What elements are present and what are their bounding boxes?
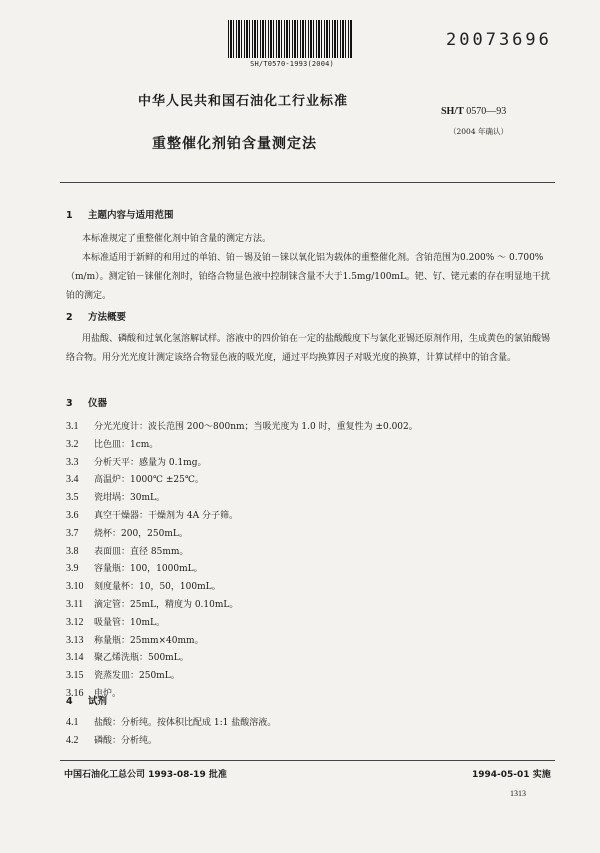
- section-number: 3: [66, 398, 73, 409]
- approval-date: 中国石油化工总公司 1993-08-19 批准: [64, 770, 227, 780]
- section-title: 仪器: [88, 398, 108, 409]
- list-item: [66, 633, 204, 646]
- item-text: 磷酸：分析纯。: [94, 736, 158, 746]
- item-number: 3.9: [66, 563, 79, 575]
- list-item: [66, 419, 418, 432]
- item-number: 3.8: [66, 545, 79, 557]
- barcode-text: SH/T0570-1993(2004): [250, 60, 334, 68]
- list-item: [66, 472, 204, 485]
- section-title: 方法概要: [88, 312, 127, 323]
- item-number: 3.1: [66, 421, 79, 432]
- item-number: 4.1: [66, 717, 79, 728]
- item-text: 聚乙烯洗瓶：500mL。: [94, 653, 189, 664]
- item-number: 3.16: [66, 688, 84, 699]
- section-number: 1: [66, 210, 73, 221]
- item-number: 3.14: [66, 652, 84, 664]
- item-number: 3.5: [66, 492, 79, 504]
- list-item: [66, 490, 165, 503]
- section-number: 4: [66, 696, 73, 707]
- list-item: [66, 715, 276, 728]
- section-4-heading: [66, 693, 107, 707]
- list-item: [66, 437, 158, 450]
- item-text: 滴定管：25mL，精度为 0.10mL。: [94, 600, 239, 610]
- list-item: [66, 615, 165, 628]
- section-2-heading: [66, 309, 126, 323]
- item-number: 3.2: [66, 438, 79, 450]
- list-item: [66, 579, 221, 592]
- item-number: 3.11: [66, 599, 84, 610]
- item-text: 烧杯：200，250mL。: [94, 528, 188, 539]
- list-item: [66, 597, 238, 610]
- item-number: 3.13: [66, 634, 84, 646]
- list-item: [66, 733, 157, 746]
- section-1-heading: [66, 207, 174, 221]
- item-text: 高温炉：1000℃ ±25℃。: [94, 475, 204, 486]
- list-item: [66, 650, 189, 663]
- item-number: 3.12: [66, 616, 84, 628]
- list-item: [66, 668, 180, 681]
- item-number: 3.3: [66, 456, 79, 468]
- barcode: [228, 20, 352, 58]
- item-text: 刻度量杯：10，50，100mL。: [94, 582, 221, 593]
- item-text: 盐酸：分析纯。按体积比配成 1:1 盐酸溶液。: [94, 718, 277, 728]
- item-text: 分析天平：感量为 0.1mg。: [94, 457, 207, 468]
- header-divider: [60, 182, 555, 183]
- list-item: [66, 455, 206, 468]
- document-title: 重整催化剂铂含量测定法: [152, 136, 317, 152]
- standard-number: [441, 106, 506, 117]
- item-number: 3.4: [66, 474, 79, 486]
- standard-number-suffix: 0570—93: [463, 106, 507, 117]
- section-title: 试剂: [88, 696, 108, 707]
- item-number: 3.10: [66, 581, 84, 593]
- item-text: 电炉。: [94, 689, 122, 699]
- item-number: 3.15: [66, 670, 84, 682]
- item-text: 表面皿：直径 85mm。: [94, 546, 189, 557]
- section-3-heading: [66, 395, 107, 409]
- footer-divider: [60, 760, 555, 761]
- item-number: 3.7: [66, 527, 79, 539]
- page-number: 1313: [510, 789, 526, 798]
- list-item: [66, 544, 188, 557]
- section-number: 2: [66, 312, 73, 323]
- confirmation-note: （2004 年确认）: [449, 127, 508, 136]
- implementation-date: 1994-05-01 实施: [472, 770, 551, 780]
- item-number: 4.2: [66, 735, 79, 746]
- item-text: 瓷坩埚：30mL。: [94, 493, 165, 504]
- item-text: 吸量管：10mL。: [94, 617, 165, 628]
- document-header: 中华人民共和国石油化工行业标准: [138, 94, 349, 109]
- list-item: [66, 508, 238, 521]
- item-text: 比色皿：1cm。: [94, 439, 159, 450]
- item-text: 称量瓶：25mm×40mm。: [94, 635, 204, 646]
- section-1-paragraph-1: 本标准规定了重整催化剂中铂含量的测定方法。: [82, 234, 272, 244]
- item-text: 分光光度计：波长范围 200～800nm；当吸光度为 1.0 时，重复性为 ±0.002。: [94, 422, 418, 432]
- list-item: [66, 561, 203, 574]
- section-1-paragraph-2: 本标准适用于新鲜的和用过的单铂、铂－锡及铂－铼以氧化铝为载体的重整催化剂。含铂范围为0.200% ～ 0.700%（m/m）。测定铂－铼催化剂时，铂络合物显色液中控制铼含量不大于1.5mg/100mL。钯、钌、铑元素的存在明显地干扰铂的测定。: [66, 253, 550, 301]
- stamp-number: 20073696: [446, 30, 552, 50]
- section-title: 主题内容与适用范围: [88, 210, 174, 221]
- standard-number-prefix: SH/T: [441, 106, 464, 117]
- item-text: 真空干燥器：干燥剂为 4A 分子筛。: [94, 511, 238, 521]
- list-item: [66, 526, 188, 539]
- item-text: 容量瓶：100，1000mL。: [94, 564, 203, 575]
- item-text: 瓷蒸发皿：250mL。: [94, 671, 180, 682]
- section-2-paragraph-1: 用盐酸、磷酸和过氧化氢溶解试样。溶液中的四价铂在一定的盐酸酸度下与氯化亚锡还原剂作用，生成黄色的氯铂酸锡络合物。用分光光度计测定该络合物显色液的吸光度，通过平均换算因子对吸光度的换算，计算试样中的铂含量。: [66, 334, 551, 363]
- item-number: 3.6: [66, 510, 79, 521]
